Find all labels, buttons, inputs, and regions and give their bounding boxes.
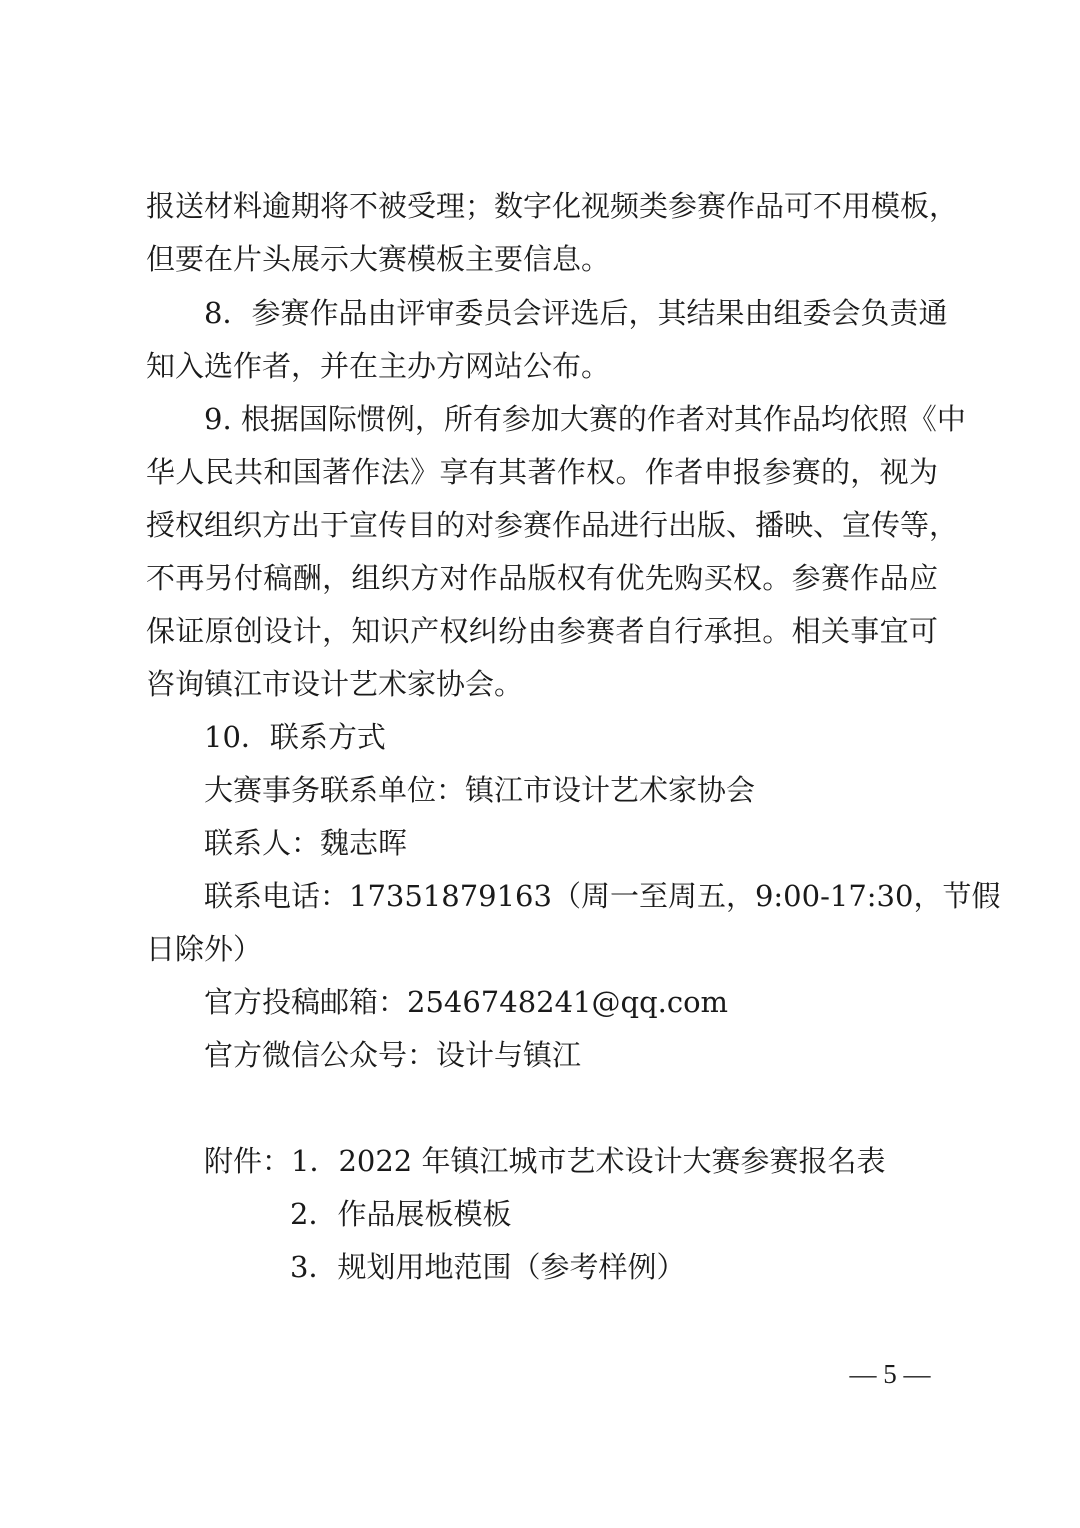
item-9-line: 保证原创设计，知识产权纠纷由参赛者自行承担。相关事宜可: [146, 614, 938, 648]
contact-phone: 联系电话：17351879163（周一至周五，9:00-17:30，节假: [204, 879, 1001, 913]
contact-unit: 大赛事务联系单位：镇江市设计艺术家协会: [204, 773, 756, 807]
paragraph-line: 但要在片头展示大赛模板主要信息。: [146, 242, 611, 276]
attachment-1: 附件：1．2022 年镇江城市艺术设计大赛参赛报名表: [204, 1144, 886, 1178]
paragraph-line: 报送材料逾期将不被受理；数字化视频类参赛作品可不用模板，: [146, 189, 959, 223]
item-9-line: 不再另付稿酬，组织方对作品版权有优先购买权。参赛作品应: [146, 561, 938, 595]
contact-email: 官方投稿邮箱：2546748241@qq.com: [204, 985, 729, 1019]
contact-phone-cont: 日除外）: [146, 932, 263, 966]
item-10-heading: 10．联系方式: [204, 720, 386, 754]
item-9-line: 咨询镇江市设计艺术家协会。: [146, 667, 524, 701]
contact-person: 联系人：魏志晖: [204, 826, 408, 860]
attachment-3: 3．规划用地范围（参考样例）: [290, 1250, 686, 1284]
item-8-line: 知入选作者，并在主办方网站公布。: [146, 349, 611, 383]
attachment-2: 2．作品展板模板: [290, 1197, 512, 1231]
contact-wechat: 官方微信公众号：设计与镇江: [204, 1038, 582, 1072]
item-9-line: 授权组织方出于宣传目的对参赛作品进行出版、播映、宣传等，: [146, 508, 959, 542]
item-8-line: 8．参赛作品由评审委员会评选后，其结果由组委会负责通: [204, 296, 948, 330]
item-9-line: 华人民共和国著作法》享有其著作权。作者申报参赛的，视为: [146, 455, 938, 489]
item-9-line: 9. 根据国际惯例，所有参加大赛的作者对其作品均依照《中: [204, 402, 966, 436]
page-number: — 5 —: [849, 1359, 931, 1389]
